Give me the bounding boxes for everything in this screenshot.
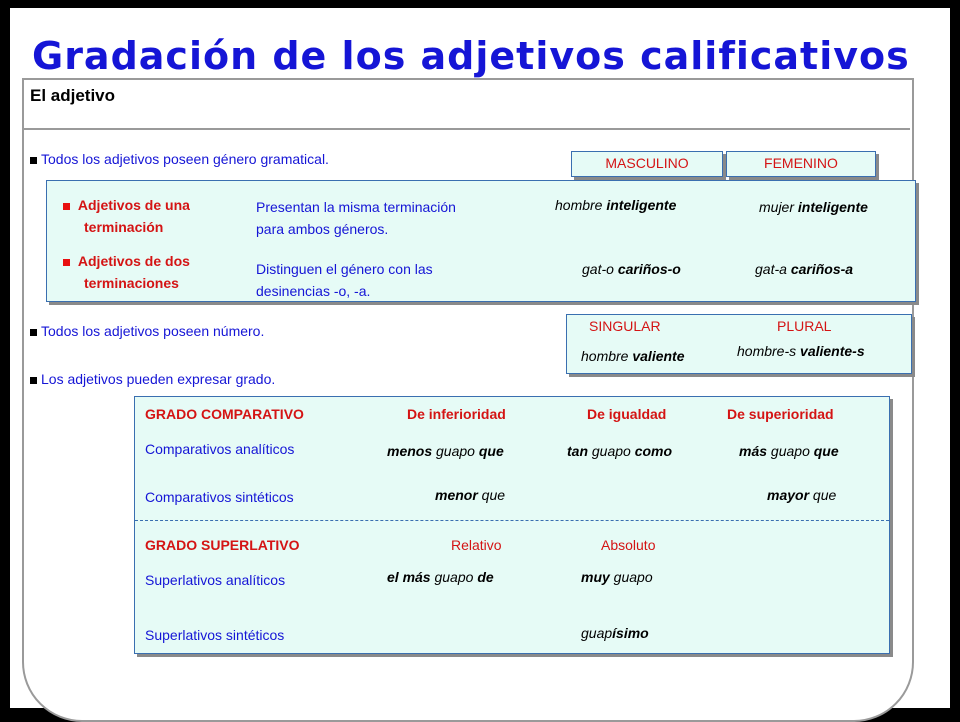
termination-two-label: Adjetivos de dos	[63, 253, 190, 269]
masculine-header: MASCULINO	[605, 155, 689, 171]
bullet-degree-text: Los adjetivos pueden expresar grado.	[41, 371, 276, 387]
termination-two-fem-example: gat-a cariños-a	[755, 261, 854, 277]
bullet-square-icon	[63, 203, 70, 210]
col-absolute: Absoluto	[601, 537, 656, 553]
bullet-square-icon	[30, 329, 37, 336]
bullet-square-icon	[30, 157, 37, 164]
col-inferiority: De inferioridad	[407, 406, 506, 422]
bullet-degree	[30, 371, 275, 387]
bullet-gender-text: Todos los adjetivos poseen género gramatical.	[41, 151, 329, 167]
superlative-absolute-example: muy guapo	[581, 569, 653, 585]
termination-one-label-2: terminación	[84, 219, 164, 235]
feminine-header: FEMENINO	[764, 155, 838, 171]
section-divider	[135, 520, 889, 521]
bullet-gender	[30, 151, 329, 167]
comparative-header: GRADO COMPARATIVO	[145, 406, 304, 422]
superlative-header: GRADO SUPERLATIVO	[145, 537, 300, 553]
superlative-analytic-label: Superlativos analíticos	[145, 572, 286, 588]
superlative-relative-example: el más guapo de	[387, 569, 494, 585]
page-title: Gradación de los adjetivos calificativos	[32, 34, 910, 78]
comparative-inferiority-example: menos guapo que	[387, 443, 504, 459]
comparative-equality-example: tan guapo como	[567, 443, 673, 459]
col-superiority: De superioridad	[727, 406, 834, 422]
termination-two-masc-example: gat-o cariños-o	[582, 261, 681, 277]
bullet-square-icon	[30, 377, 37, 384]
bullet-number-text: Todos los adjetivos poseen número.	[41, 323, 265, 339]
comparative-synthetic-inferior: menor que	[435, 487, 506, 503]
comparative-superiority-example: más guapo que	[739, 443, 839, 459]
bullet-square-icon	[63, 259, 70, 266]
termination-two-desc-1: Distinguen el género con las	[256, 261, 433, 277]
masculine-header-box	[571, 151, 723, 177]
termination-one-fem-example: mujer inteligente	[759, 199, 868, 215]
col-equality: De igualdad	[587, 406, 667, 422]
degree-panel	[134, 396, 890, 654]
plural-example: hombre-s valiente-s	[737, 343, 865, 359]
plural-header: PLURAL	[777, 318, 832, 334]
superlative-synthetic-example: guapísimo	[581, 625, 649, 641]
section-title: El adjetivo	[30, 86, 116, 105]
singular-header: SINGULAR	[589, 318, 661, 334]
comparative-analytic-label: Comparativos analíticos	[145, 441, 295, 457]
termination-one-desc-1: Presentan la misma terminación	[256, 199, 456, 215]
termination-one-label: Adjetivos de una	[63, 197, 190, 213]
termination-one-masc-example: hombre inteligente	[555, 197, 677, 213]
singular-example: hombre valiente	[581, 348, 685, 364]
termination-two-desc-2: desinencias -o, -a.	[256, 283, 371, 299]
termination-one-desc-2: para ambos géneros.	[256, 221, 389, 237]
comparative-synthetic-superior: mayor que	[767, 487, 837, 503]
superlative-synthetic-label: Superlativos sintéticos	[145, 627, 285, 643]
col-relative: Relativo	[451, 537, 502, 553]
comparative-synthetic-label: Comparativos sintéticos	[145, 489, 294, 505]
frame-header-divider	[22, 82, 910, 130]
termination-two-label-2: terminaciones	[84, 275, 179, 291]
number-panel	[566, 314, 912, 374]
bullet-number	[30, 323, 264, 339]
feminine-header-box	[726, 151, 876, 177]
terminations-panel	[46, 180, 916, 302]
